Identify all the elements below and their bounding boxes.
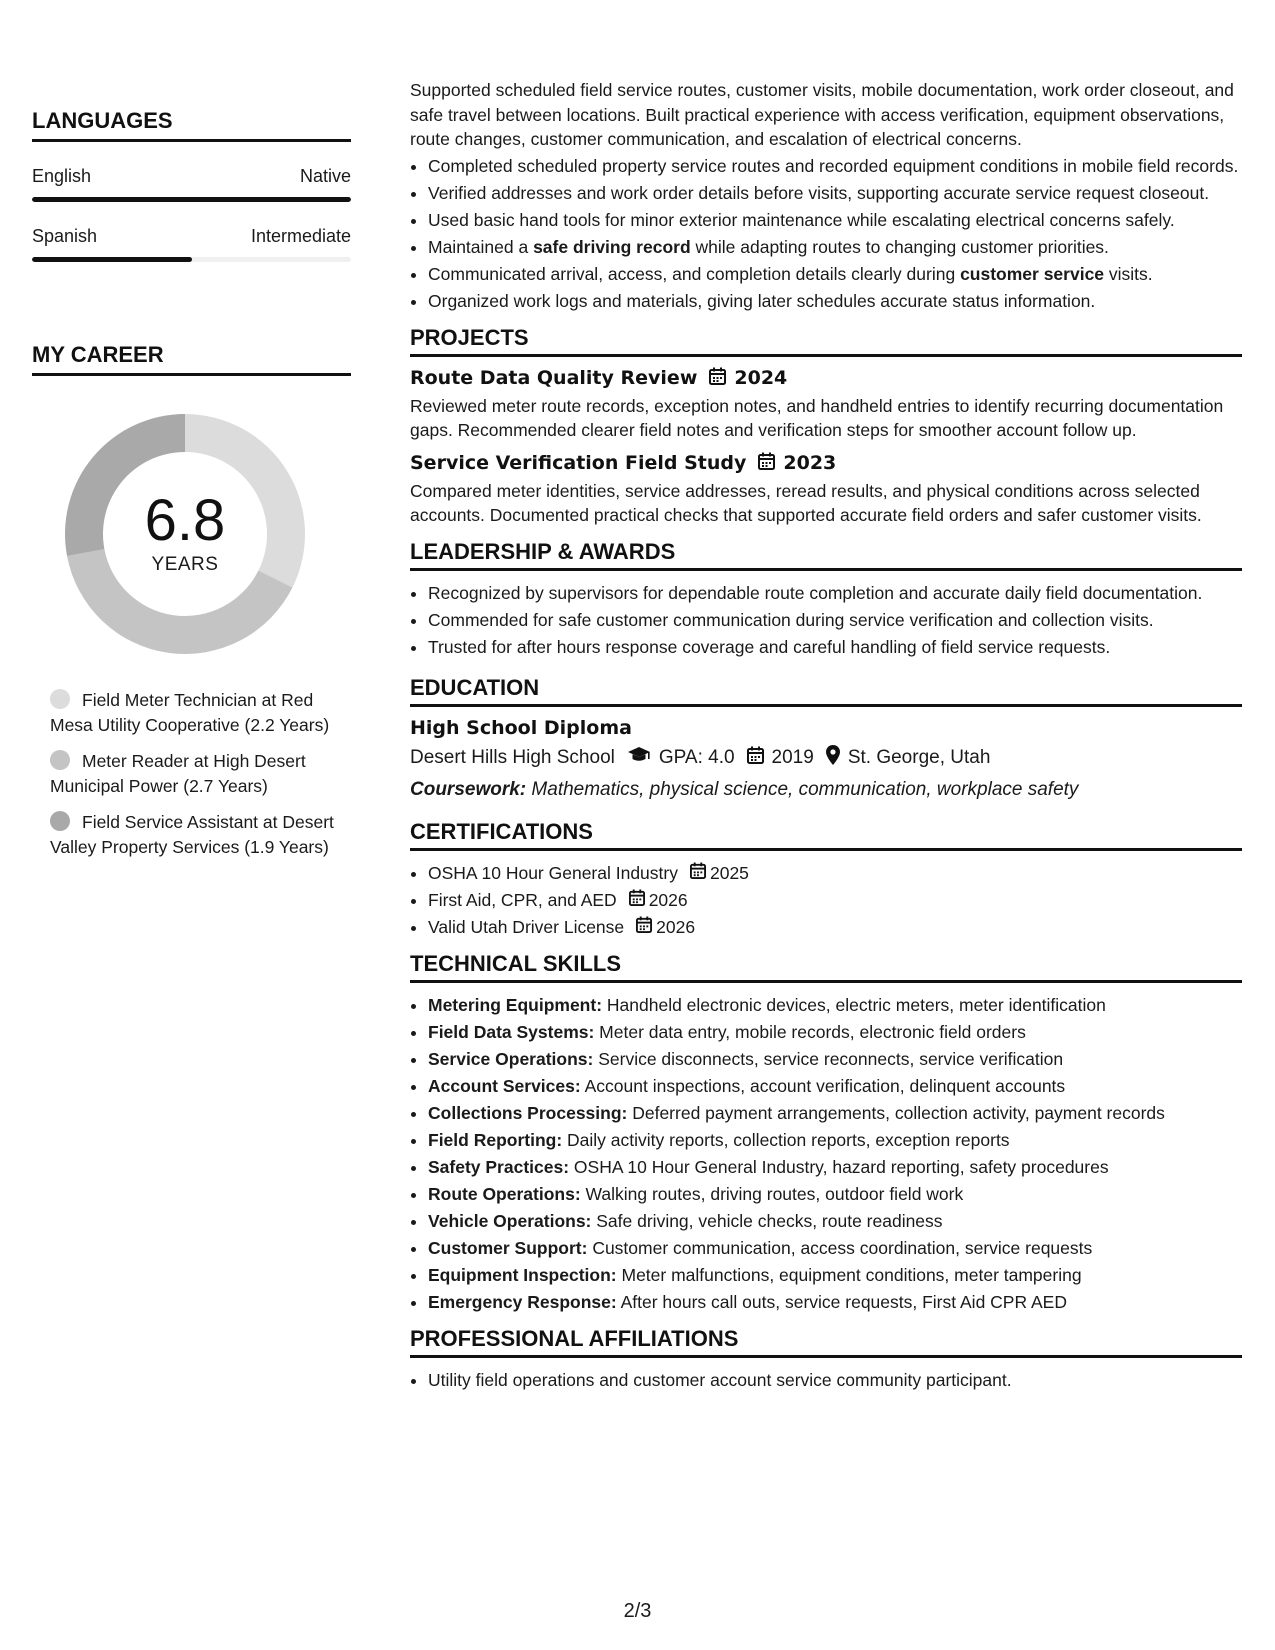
skill-text: Safe driving, vehicle checks, route readiness [591, 1210, 943, 1231]
languages-heading: LANGUAGES [32, 108, 351, 142]
certification-item [428, 888, 1242, 912]
graduation-cap-icon [627, 746, 651, 770]
leadership-item: • Recognized by supervisors for dependable route completion and accurate daily field documentation. [428, 581, 1242, 605]
legend-dot [50, 811, 70, 831]
skill-text: OSHA 10 Hour General Industry, hazard reporting, safety procedures [569, 1156, 1109, 1177]
skill-item [428, 1290, 1242, 1314]
skill-label: Emergency Response: [428, 1291, 617, 1312]
language-proficiency-fill [32, 257, 192, 262]
affiliations-list [410, 1368, 1242, 1392]
project-title: Service Verification Field Study [410, 452, 747, 474]
career-section [32, 342, 351, 860]
career-donut-chart [65, 414, 305, 654]
certification-year: 2025 [709, 862, 749, 883]
career-job-label: Field Service Assistant at Desert Valley Property Services (1.9 Years) [50, 812, 334, 857]
career-legend-item [50, 810, 340, 860]
experience-bullet [428, 235, 1242, 259]
language-item [32, 166, 351, 202]
certification-name: • Valid Utah Driver License [428, 916, 625, 937]
project-title-row [410, 452, 1242, 475]
education-coursework [410, 779, 1242, 801]
skill-text: Walking routes, driving routes, outdoor field work [580, 1183, 964, 1204]
career-legend [32, 688, 351, 860]
skill-text: Daily activity reports, collection reports, exception reports [562, 1129, 1010, 1150]
education-location: St. George, Utah [847, 746, 991, 768]
skill-text: After hours call outs, service requests, First Aid CPR AED [616, 1291, 1067, 1312]
affiliation-item: • Utility field operations and customer account service community participant. [428, 1368, 1242, 1392]
leadership-section [410, 539, 1242, 659]
experience-bullet [428, 154, 1242, 178]
leadership-list [410, 581, 1242, 659]
bullet-keyword: safe driving record [533, 236, 691, 257]
legend-dot [50, 689, 70, 709]
language-level: Native [299, 166, 351, 186]
certifications-section [410, 819, 1242, 939]
skill-text: Meter data entry, mobile records, electronic field orders [594, 1021, 1026, 1042]
skill-text: Meter malfunctions, equipment conditions, meter tampering [616, 1264, 1082, 1285]
career-job-label: Field Meter Technician at Red Mesa Utility Cooperative (2.2 Years) [50, 690, 330, 735]
experience-bullet [428, 208, 1242, 232]
legend-dot [50, 750, 70, 770]
project-title: Route Data Quality Review [410, 367, 698, 389]
skill-label: Safety Practices: [428, 1156, 570, 1177]
project-title-row [410, 367, 1242, 390]
language-item [32, 226, 351, 262]
leadership-heading: LEADERSHIP & AWARDS [410, 539, 1242, 571]
skill-label: Route Operations: [428, 1183, 581, 1204]
skill-label: Equipment Inspection: [428, 1264, 617, 1285]
project-description: Reviewed meter route records, exception notes, and handheld entries to identify recurring documentation gaps. Recommended clearer field notes and verification steps for smoother account follow up. [410, 395, 1224, 440]
language-name: Spanish [32, 226, 98, 246]
skill-item [428, 1020, 1242, 1044]
language-level: Intermediate [250, 226, 351, 246]
calendar-icon [636, 915, 652, 939]
certification-item [428, 915, 1242, 939]
bullet-text: Organized work logs and materials, giving later schedules accurate status information. [428, 290, 1096, 311]
language-name: English [32, 166, 92, 186]
experience-bullet [428, 181, 1242, 205]
skill-label: Service Operations: [428, 1048, 594, 1069]
calendar-icon [629, 888, 645, 912]
skill-label: Metering Equipment: [428, 994, 603, 1015]
experience-bullets [410, 154, 1242, 313]
skill-text: Handheld electronic devices, electric meters, meter identification [602, 994, 1106, 1015]
career-legend-item [50, 688, 340, 738]
skill-item [428, 1047, 1242, 1071]
skill-text: Customer communication, access coordination, service requests [587, 1237, 1093, 1258]
language-proficiency-fill [32, 197, 351, 202]
skills-heading: TECHNICAL SKILLS [410, 951, 1242, 983]
project-year: 2023 [783, 452, 837, 474]
education-degree: High School Diploma [410, 716, 632, 739]
leadership-item: • Commended for safe customer communication during service verification and collection visits. [428, 608, 1242, 632]
calendar-icon [758, 452, 775, 475]
certifications-list [410, 861, 1242, 939]
skill-text: Deferred payment arrangements, collection activity, payment records [627, 1102, 1165, 1123]
certification-name: • OSHA 10 Hour General Industry [428, 862, 678, 883]
skill-text: Account inspections, account verification, delinquent accounts [580, 1075, 1066, 1096]
skill-label: Vehicle Operations: [428, 1210, 592, 1231]
experience-bullet [428, 262, 1242, 286]
career-heading: MY CAREER [32, 342, 351, 376]
certifications-heading: CERTIFICATIONS [410, 819, 1242, 851]
skills-list [410, 993, 1242, 1314]
certification-name: • First Aid, CPR, and AED [428, 889, 617, 910]
leadership-item: • Trusted for after hours response coverage and careful handling of field service requests. [428, 635, 1242, 659]
skill-item [428, 1209, 1242, 1233]
education-year: 2019 [771, 746, 814, 768]
projects-heading: PROJECTS [410, 325, 1242, 357]
bullet-text: Used basic hand tools for minor exterior maintenance while escalating electrical concerns safely. [428, 209, 1175, 230]
career-total-years: 6.8 [144, 488, 226, 553]
skill-item [428, 993, 1242, 1017]
skills-section [410, 951, 1242, 1314]
bullet-text: Verified addresses and work order details before visits, supporting accurate service request closeout. [428, 182, 1210, 203]
skill-label: Account Services: [428, 1075, 581, 1096]
certification-item [428, 861, 1242, 885]
career-years-unit: YEARS [151, 554, 219, 575]
coursework-label: Coursework: [410, 778, 527, 800]
sidebar [32, 108, 351, 871]
bullet-text: visits. [1104, 263, 1153, 284]
calendar-icon [709, 367, 726, 390]
skill-item [428, 1182, 1242, 1206]
certification-year: 2026 [656, 916, 696, 937]
bullet-keyword: customer service [960, 263, 1105, 284]
affiliations-heading: PROFESSIONAL AFFILIATIONS [410, 1326, 1242, 1358]
calendar-icon [690, 861, 706, 885]
skill-item [428, 1128, 1242, 1152]
skill-item [428, 1074, 1242, 1098]
education-heading: EDUCATION [410, 675, 1242, 707]
coursework-text: Mathematics, physical science, communication, workplace safety [526, 778, 1079, 800]
skill-label: Collections Processing: [428, 1102, 628, 1123]
location-pin-icon [826, 745, 840, 771]
bullet-text: Maintained a [428, 236, 534, 257]
main-content [410, 78, 1242, 1395]
certification-year: 2026 [648, 889, 688, 910]
skill-item [428, 1155, 1242, 1179]
education-meta [410, 745, 1242, 771]
calendar-icon [747, 746, 764, 770]
language-proficiency-bar [32, 197, 351, 202]
education-school: Desert Hills High School [410, 746, 615, 768]
skill-label: Field Data Systems: [428, 1021, 595, 1042]
skill-text: Service disconnects, service reconnects, service verification [593, 1048, 1064, 1069]
project-description: Compared meter identities, service addresses, reread results, and physical conditions across selected accounts. Documented practical checks that supported accurate field orders and safer customer visits. [410, 480, 1202, 525]
page-number: 2/3 [623, 1600, 652, 1622]
affiliations-section [410, 1326, 1242, 1392]
experience-bullet [428, 289, 1242, 313]
experience-summary: Supported scheduled field service routes, customer visits, mobile documentation, work order closeout, and safe travel between locations. Built practical experience with access verification, equipment observations, route changes, customer communication, and escalation of electrical concerns. [410, 80, 1234, 149]
education-section [410, 675, 1242, 801]
bullet-text: Completed scheduled property service routes and recorded equipment conditions in mobile field records. [428, 155, 1239, 176]
career-job-label: Meter Reader at High Desert Municipal Power (2.7 Years) [50, 751, 306, 796]
skill-item [428, 1236, 1242, 1260]
skill-item [428, 1101, 1242, 1125]
skill-label: Customer Support: [428, 1237, 588, 1258]
project-year: 2024 [734, 367, 788, 389]
projects-section [410, 325, 1242, 527]
bullet-text: while adapting routes to changing customer priorities. [690, 236, 1109, 257]
education-gpa: GPA: 4.0 [658, 746, 735, 768]
language-proficiency-bar [32, 257, 351, 262]
bullet-text: Communicated arrival, access, and completion details clearly during [428, 263, 961, 284]
skill-item [428, 1263, 1242, 1287]
skill-label: Field Reporting: [428, 1129, 563, 1150]
career-legend-item [50, 749, 340, 799]
